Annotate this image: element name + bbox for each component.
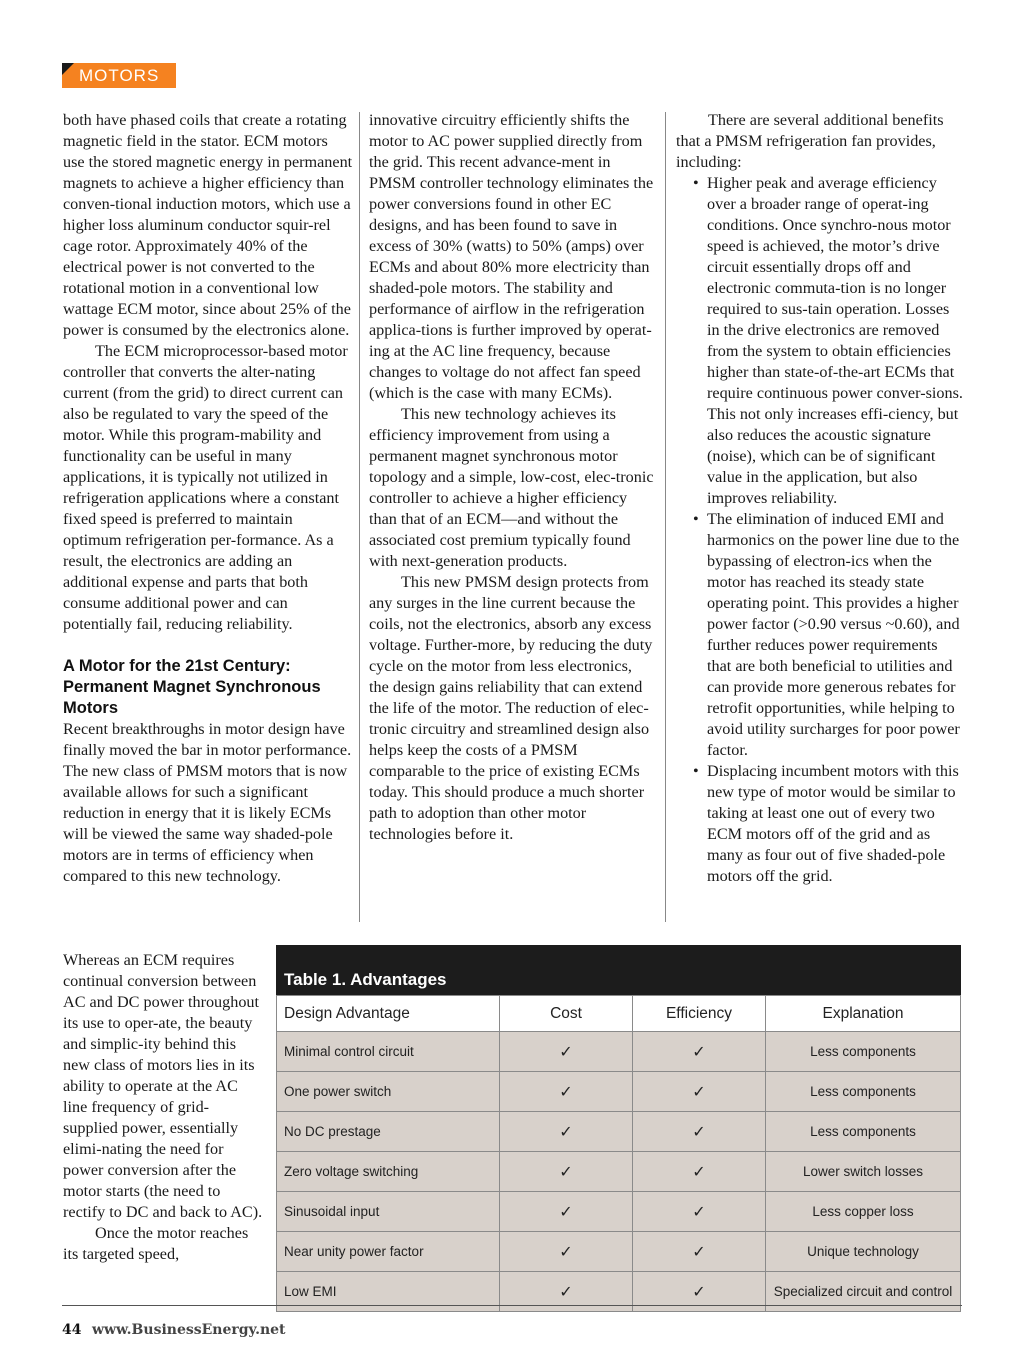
page-number: 44 [62,1322,82,1338]
efficiency-check: ✓ [633,1072,766,1112]
cost-check: ✓ [500,1272,633,1312]
column-3 [676,110,964,887]
cost-check: ✓ [500,1232,633,1272]
design-cell: No DC prestage [277,1112,500,1152]
explanation-cell: Unique technology [766,1232,961,1272]
explanation-cell: Specialized circuit and control [766,1272,961,1312]
tag-notch [62,63,74,75]
table-row [277,1112,961,1152]
efficiency-check: ✓ [633,1152,766,1192]
page-footer [62,1322,286,1338]
column-divider [359,112,360,922]
cost-check: ✓ [500,1152,633,1192]
design-cell: One power switch [277,1072,500,1112]
footer-rule [62,1305,962,1306]
column-header: Cost [500,996,633,1032]
efficiency-check: ✓ [633,1032,766,1072]
table-title: Table 1. Advantages [276,945,961,995]
advantages-table [276,945,961,1312]
paragraph: There are several additional benefits that a PMSM refrigeration fan provides, including: [676,111,944,171]
benefits-list [676,173,964,887]
cost-check: ✓ [500,1112,633,1152]
column-header: Efficiency [633,996,766,1032]
column-header: Explanation [766,996,961,1032]
table-header-row [277,996,961,1032]
paragraph: Recent breakthroughs in motor design have finally moved the bar in motor performance. The new class of PMSM motors that is now available allows for such a significant reduction in energy that it is likely ECMs will be viewed the same way shaded-pole motors are in terms of efficiency when compared to this new technology. [63,720,352,885]
cost-check: ✓ [500,1192,633,1232]
explanation-cell: Lower switch losses [766,1152,961,1192]
design-cell: Zero voltage switching [277,1152,500,1192]
list-item: • The elimination of induced EMI and harmonics on the power line due to the bypassing of electron-ics when the motor has reached its steady state operating point. This provides a higher power factor (>0.90 versus ~0.60), and further reduces power requirements that are both beneficial to utilities and can provide more generous rebates for retrofit opportunities, while helping to avoid utility surcharges for poor power factor. [676,509,964,761]
section-tag [62,63,176,88]
efficiency-check: ✓ [633,1272,766,1312]
column-divider [665,112,666,922]
section-heading: A Motor for the 21st Century: Permanent Magnet Synchronous Motors [63,657,321,717]
paragraph: Whereas an ECM requires continual conversion between AC and DC power throughout its use to oper-ate, the beauty and simplic-ity behind this new class of motors lies in its ability to operate at the AC line frequency of grid-supplied power, essentially elimi-nating the need for power conversion after the motor starts (the need to rectify to DC and back to AC). [63,951,263,1221]
design-cell: Low EMI [277,1272,500,1312]
table-row [277,1152,961,1192]
column-2 [369,110,655,845]
efficiency-check: ✓ [633,1192,766,1232]
paragraph: The ECM microprocessor-based motor controller that converts the alter-nating current (from the grid) to direct current can also be regulated to vary the speed of the motor. While this program-mability and functionality can be useful in many applications, it is typically not utilized in refrigeration applications where a constant fixed speed is preferred to maintain optimum refrigeration per-formance. As a result, the electronics are adding an additional expense and parts that both consume additional power and can potentially fail, reducing reliability. [63,342,348,633]
paragraph: This new PMSM design protects from any surges in the line current because the coils, not the electronics, absorb any excess voltage. Further-more, by reducing the duty cycle on the motor from less electronics, the design gains reliability that can extend the life of the motor. The reduction of elec-tronic circuitry and streamlined design also helps keep the costs of a PMSM comparable to the price of existing ECMs today. This should produce a much shorter path to adoption than other motor technologies before it. [369,573,653,843]
paragraph: Once the motor reaches its targeted speed, [63,1224,249,1263]
section-tag-label: MOTORS [79,66,160,85]
list-item: • Displacing incumbent motors with this new type of motor would be similar to taking at least one out of every two ECM motors off of the grid and as many as four out of five shaded-pole motors off the grid. [676,761,964,887]
design-cell: Minimal control circuit [277,1032,500,1072]
design-cell: Near unity power factor [277,1232,500,1272]
list-item: • Higher peak and average efficiency over a broader range of operat-ing conditions. Once synchro-nous motor speed is achieved, the motor’s drive circuit essentially drops off and electronic commuta-tion is no longer required to sus-tain operation. Losses in the drive electronics are removed from the system to obtain efficiencies higher than state-of-the-art ECMs that require continuous power conver-sions. This not only increases effi-ciency, but also reduces the acoustic signature (noise), which can be of significant value in the application, but also improves reliability. [676,173,964,509]
explanation-cell: Less copper loss [766,1192,961,1232]
cost-check: ✓ [500,1032,633,1072]
table-row [277,1232,961,1272]
paragraph: both have phased coils that create a rotating magnetic field in the stator. ECM motors use the stored magnetic energy in permanent magnets to achieve a higher efficiency than conven-tional induction motors, which use a higher loss aluminum conductor squir-rel cage rotor. Approximately 40% of the electrical power is not converted to the rotational motion in a conventional low wattage ECM motor, since about 25% of the power is consumed by the electronics alone. [63,111,353,339]
column-header: Design Advantage [277,996,500,1032]
column-1 [63,110,353,887]
paragraph: innovative circuitry efficiently shifts the motor to AC power supplied directly from the grid. This recent advance-ment in PMSM controller technology eliminates the power conversions found in other EC designs, and has been found to save in excess of 30% (watts) to 50% (amps) over ECMs and about 80% more electricity than shaded-pole motors. The stability and performance of airflow in the refrigeration applica-tions is further improved by operat-ing at the AC line frequency, because changes to voltage do not affect fan speed (which is the case with many ECMs). [369,111,654,402]
paragraph: This new technology achieves its efficiency improvement from using a permanent magnet synchronous motor topology and a simple, low-cost, elec-tronic controller to achieve a higher efficiency than that of an ECM—and without the associated cost premium typically found with next-generation products. [369,405,654,570]
efficiency-check: ✓ [633,1112,766,1152]
column-1-narrow [63,950,263,1265]
explanation-cell: Less components [766,1072,961,1112]
table-row [277,1032,961,1072]
design-cell: Sinusoidal input [277,1192,500,1232]
table-row [277,1072,961,1112]
cost-check: ✓ [500,1072,633,1112]
table-row [277,1192,961,1232]
table [276,995,961,1312]
efficiency-check: ✓ [633,1232,766,1272]
footer-url: www.BusinessEnergy.net [91,1322,286,1338]
explanation-cell: Less components [766,1112,961,1152]
explanation-cell: Less components [766,1032,961,1072]
